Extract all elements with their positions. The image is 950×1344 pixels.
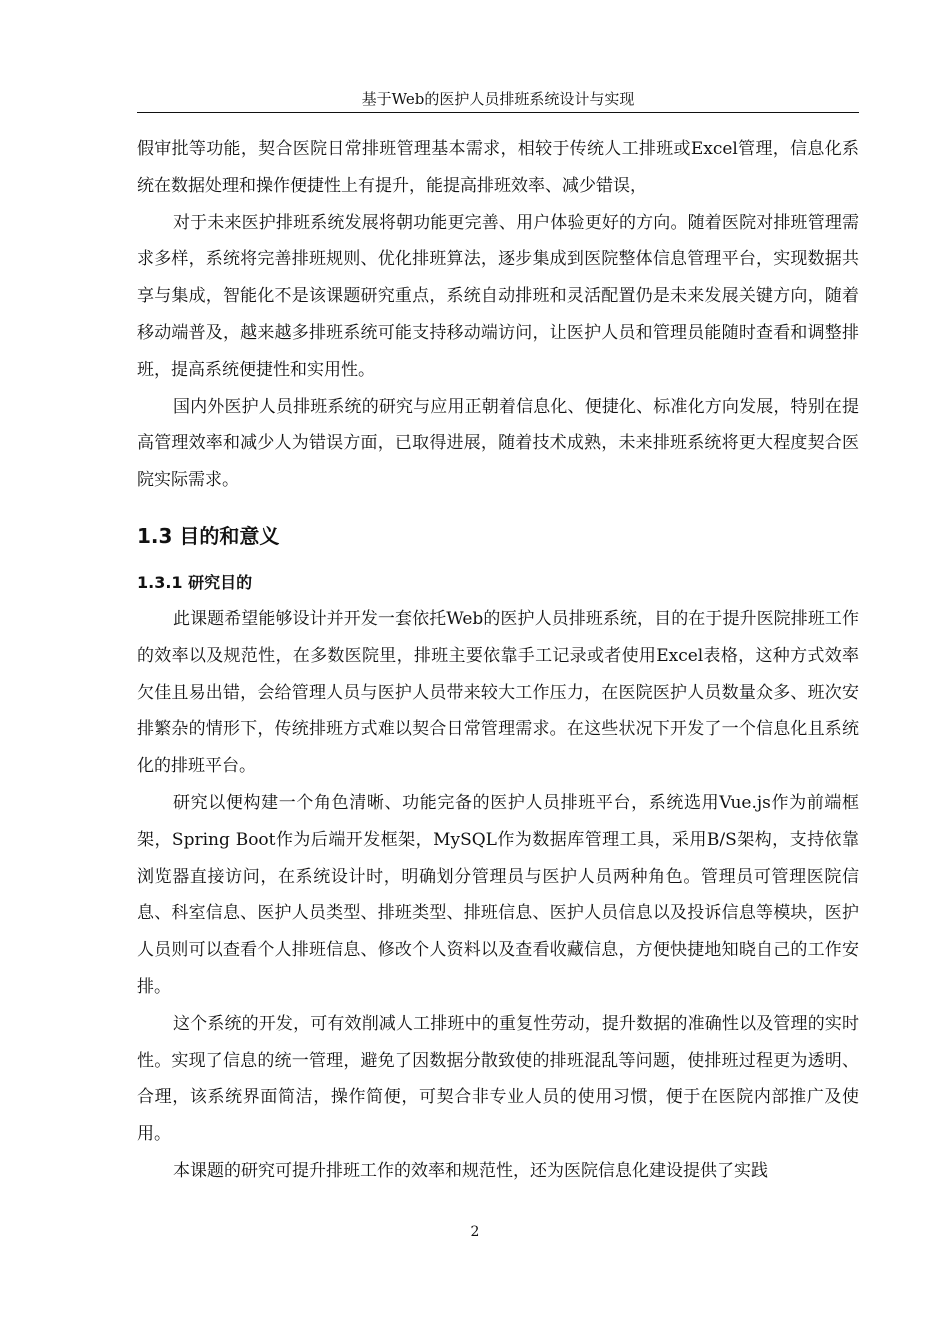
subsection-heading: 1.3.1 研究目的 — [137, 572, 253, 592]
paragraph-purpose-1: 此课题希望能够设计并开发一套依托Web的医护人员排班系统，目的在于提升医院排班工作的效率以及规范性，在多数医院里，排班主要依靠手工记录或者使用Excel表格，这种方式效率欠佳且易出错，会给管理人员与医护人员带来较大工作压力，在医院医护人员数量众多、班次安排繁杂的情形下，传统排班方式难以契合日常管理需求。在这些状况下开发了一个信息化且系统化的排班平台。 — [137, 608, 859, 777]
paragraph-future-direction: 对于未来医护排班系统发展将朝功能更完善、用户体验更好的方向。随着医院对排班管理需求多样，系统将完善排班规则、优化排班算法，逐步集成到医院整体信息管理平台，实现数据共享与集成，智能化不是该课题研究重点，系统自动排班和灵活配置仍是未来发展关键方向，随着移动端普及，越来越多排班系统可能支持移动端访问，让医护人员和管理员能随时查看和调整排班，提高系统便捷性和实用性。 — [137, 212, 859, 380]
paragraph-domestic-overview: 国内外医护人员排班系统的研究与应用正朝着信息化、便捷化、标准化方向发展，特别在提高管理效率和减少人为错误方面，已取得进展，随着技术成熟，未来排班系统将更大程度契合医院实际需求。 — [137, 396, 859, 491]
page-body — [137, 131, 859, 1190]
paragraph-purpose-2: 研究以便构建一个角色清晰、功能完备的医护人员排班平台，系统选用Vue.js作为前端框架，Spring Boot作为后端开发框架，MySQL作为数据库管理工具，采用B/S架构，支持依靠浏览器直接访问，在系统设计时，明确划分管理员与医护人员两种角色。管理员可管理医院信息、科室信息、医护人员类型、排班类型、排班信息、医护人员信息以及投诉信息等模块，医护人员则可以查看个人排班信息、修改个人资料以及查看收藏信息，方便快捷地知晓自己的工作安排。 — [137, 792, 859, 997]
section-heading: 1.3 目的和意义 — [137, 523, 280, 548]
page-number: 2 — [470, 1224, 480, 1240]
paragraph-purpose-4: 本课题的研究可提升排班工作的效率和规范性，还为医院信息化建设提供了实践 — [173, 1160, 768, 1181]
paragraph-continued: 假审批等功能，契合医院日常排班管理基本需求，相较于传统人工排班或Excel管理，信息化系统在数据处理和操作便捷性上有提升，能提高排班效率、减少错误， — [137, 139, 859, 196]
running-header: 基于Web的医护人员排班系统设计与实现 — [137, 86, 859, 113]
paragraph-purpose-3: 这个系统的开发，可有效削减人工排班中的重复性劳动，提升数据的准确性以及管理的实时性。实现了信息的统一管理，避免了因数据分散致使的排班混乱等问题，使排班过程更为透明、合理，该系统界面简洁，操作简便，可契合非专业人员的使用习惯，便于在医院内部推广及使用。 — [137, 1013, 859, 1145]
